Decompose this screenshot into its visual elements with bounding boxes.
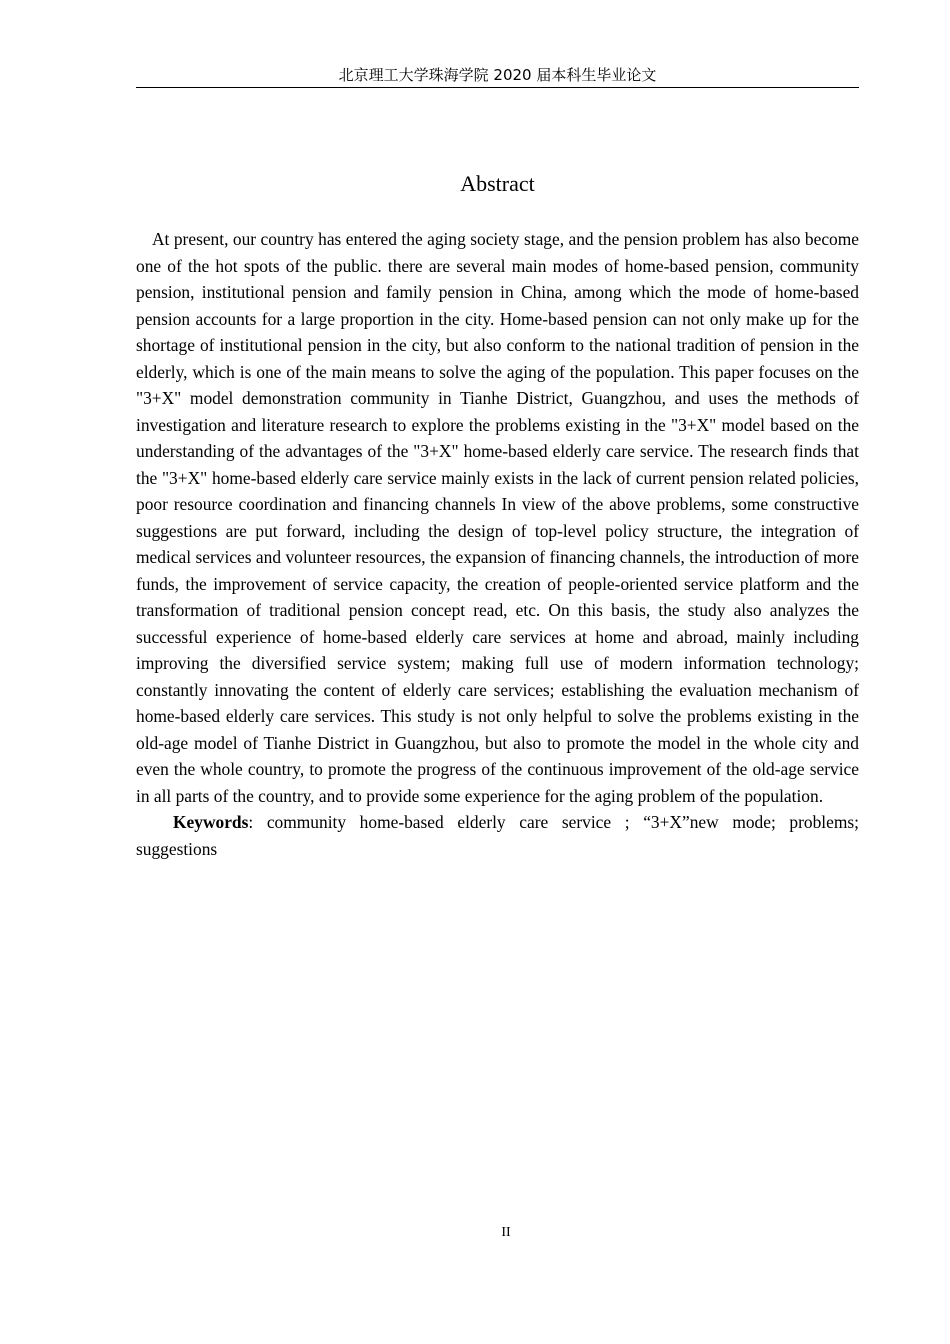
abstract-body xyxy=(136,226,859,862)
page-number: II xyxy=(501,1225,511,1240)
abstract-paragraph: At present, our country has entered the aging society stage, and the pension problem has also become one of the hot spots of the public. there are several main modes of home-based pension, community pension, institutional pension and family pension in China, among which the mode of home-based pension accounts for a large proportion in the city. Home-based pension can not only make up for the shortage of institutional pension in the city, but also conform to the national tradition of pension in the elderly, which is one of the main means to solve the aging of the population. This paper focuses on the "3+X" model demonstration community in Tianhe District, Guangzhou, and uses the methods of investigation and literature research to explore the problems existing in the "3+X" model based on the understanding of the advantages of the "3+X" home-based elderly care service. The research finds that the "3+X" home-based elderly care service mainly exists in the lack of current pension related policies, poor resource coordination and financing channels In view of the above problems, some constructive suggestions are put forward, including the design of top-level policy structure, the integration of medical services and volunteer resources, the expansion of financing channels, the introduction of more funds, the improvement of service capacity, the creation of people-oriented service platform and the transformation of traditional pension concept read, etc. On this basis, the study also analyzes the successful experience of home-based elderly care services at home and abroad, mainly including improving the diversified service system; making full use of modern information technology; constantly innovating the content of elderly care services; establishing the evaluation mechanism of home-based elderly care services. This study is not only helpful to solve the problems existing in the old-age model of Tianhe District in Guangzhou, but also to promote the model in the whole city and even the whole country, to promote the progress of the continuous improvement of the old-age service in all parts of the country, and to provide some experience for the aging problem of the population. xyxy=(136,229,859,806)
keywords-label: Keywords xyxy=(173,812,249,832)
keywords-text: : community home-based elderly care service ; “3+X”new mode; problems; suggestions xyxy=(136,812,859,859)
running-header: 北京理工大学珠海学院 2020 届本科生毕业论文 xyxy=(136,66,859,88)
keywords-line xyxy=(136,809,859,862)
abstract-heading: Abstract xyxy=(460,171,535,196)
